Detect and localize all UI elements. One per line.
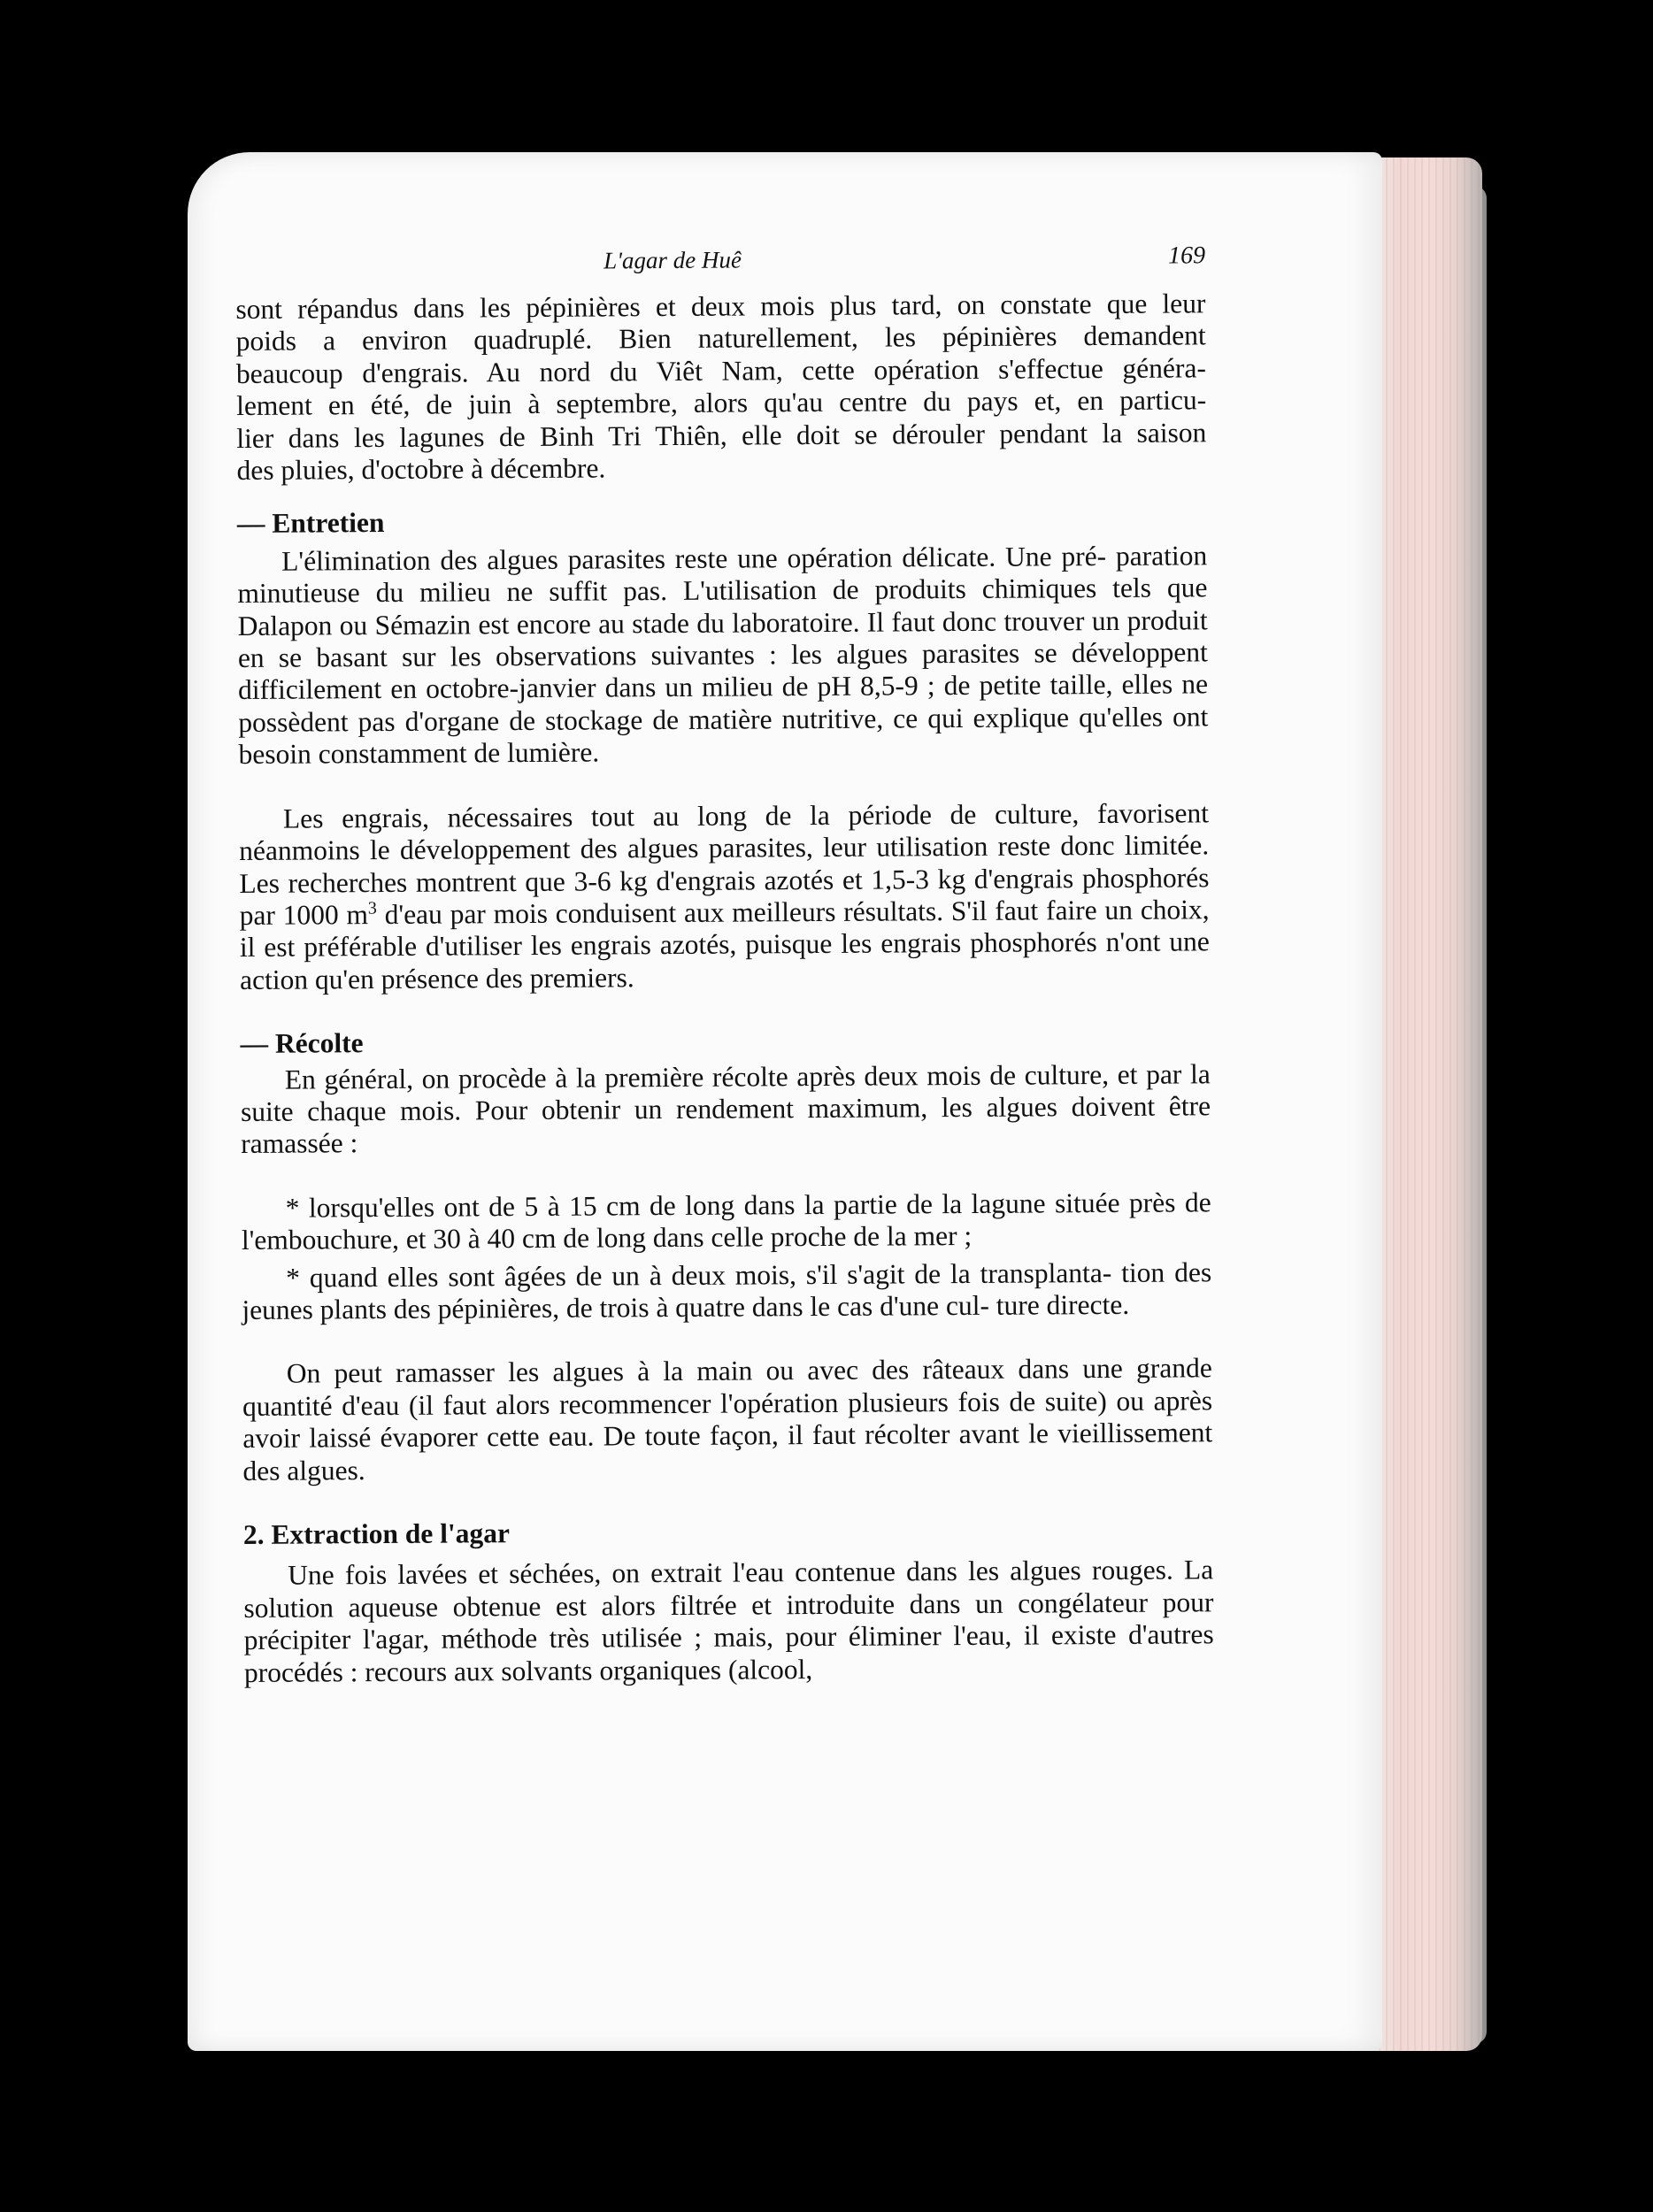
section-heading-extraction: 2. Extraction de l'agar [242,1517,511,1550]
entretien-text-a: Les engrais, nécessaires tout au long de la période de culture, favorisent néanmoins le développement des algues parasites, leur utilisation reste donc limitée. Les recherches montrent que 3-6 kg d'engrais azotés et 1,5-3 kg d'engrais phosphorés par 1000 m [239,796,1210,931]
page-number: 169 [1168,242,1206,270]
section-heading-recolte: — Récolte [240,1027,364,1060]
recolte-bullet-1: * lorsqu'elles ont de 5 à 15 cm de long dans la partie de la lagune située près de l'embouchure, et 30 à 40 cm de long dans celle proche de la mer ; [241,1187,1211,1256]
running-title: L'agar de Huê [604,246,742,274]
entretien-paragraph-1: L'élimination des algues parasites reste une opération délicate. Une pré- paration minutieuse du milieu ne suffit pas. L'utilisation de produits chimiques tels que Dalapon ou Sémazin est encore au stade du laboratoire. Il faut donc trouver un produit en se basant sur les observations suivantes : les algues parasites se développent difficilement en octobre-janvier dans un milieu de pH 8,5-9 ; de petite taille, elles ne possèdent pas d'organe de stockage de matière nutritive, ce qui explique qu'elles ont besoin constamment de lumière. [237,540,1209,771]
intro-line: poids a environ quadruplé. Bien naturellement, les pépinières demandent [235,319,1206,357]
extraction-paragraph-1: Une fois lavées et séchées, on extrait l'eau contenue dans les algues rouges. La solution aqueuse obtenue est alors filtrée et introduite dans un congélateur pour précipiter l'agar, méthode très utilisée ; mais, pour éliminer l'eau, il existe d'autres procédés : recours aux solvants organiques (alcool, [243,1554,1214,1688]
intro-line: lier dans les lagunes de Binh Tri Thiên, elle doit se dérouler pendant la saison [236,416,1207,454]
intro-line: des pluies, d'octobre à décembre. [236,452,606,487]
entretien-paragraph-2 [239,797,1210,996]
intro-line: beaucoup d'engrais. Au nord du Viêt Nam, cette opération s'effectue généra- [235,352,1207,389]
superscript-3: 3 [367,898,377,918]
section-heading-entretien: — Entretien [236,507,385,540]
page-content [235,234,1214,1689]
intro-line: lement en été, de juin à septembre, alors qu'au centre du pays et, en particu- [236,384,1207,422]
entretien-text-b: d'eau par mois conduisent aux meilleurs résultats. S'il faut faire un choix, il est préférable d'utiliser les engrais azotés, puisque les engrais phosphorés n'ont une action qu'en présence des premiers. [239,894,1210,995]
running-header [235,234,1205,294]
intro-line: sont répandus dans les pépinières et deux mois plus tard, on constate que leur [235,288,1206,325]
intro-paragraph [235,288,1206,487]
recolte-bullet-2: * quand elles sont âgées de un à deux mois, s'il s'agit de la transplanta- tion des jeunes plants des pépinières, de trois à quatre dans le cas d'une cul- ture directe. [242,1256,1212,1325]
recolte-paragraph-2: On peut ramasser les algues à la main ou avec des râteaux dans une grande quantité d'eau (il faut alors recommencer l'opération plusieurs fois de suite) ou après avoir laissé évaporer cette eau. De toute façon, il faut récolter avant le vieillissement des algues. [242,1352,1213,1486]
recolte-paragraph-1: En général, on procède à la première récolte après deux mois de culture, et par la suite chaque mois. Pour obtenir un rendement maximum, les algues doivent être ramassée : [240,1057,1211,1160]
